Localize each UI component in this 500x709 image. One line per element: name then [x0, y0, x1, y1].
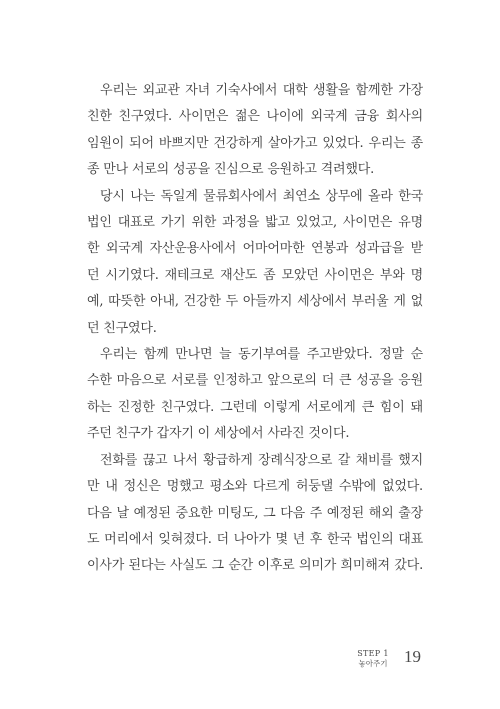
text-line: 임원이 되어 바쁘지만 건강하게 살아가고 있었다. 우리는 종: [87, 135, 423, 151]
page-footer: [348, 648, 432, 676]
text-line: 친한 친구였다. 사이먼은 젊은 나이에 외국계 금융 회사의: [87, 109, 423, 125]
text-line: 만 내 정신은 멍했고 평소와 다르게 허둥댈 수밖에 없었다.: [87, 479, 423, 495]
text-line: 주던 친구가 갑자기 이 세상에서 사라진 것이다.: [87, 426, 350, 442]
text-line: 예, 따뜻한 아내, 건강한 두 아들까지 세상에서 부러울 게 없: [87, 294, 423, 310]
step-label: STEP 1: [357, 649, 389, 658]
text-line: 던 시기였다. 재테크로 재산도 좀 모았던 사이먼은 부와 명: [87, 267, 423, 283]
text-line: 수한 마음으로 서로를 인정하고 앞으로의 더 큰 성공을 응원: [87, 373, 423, 389]
body-text: [87, 78, 423, 580]
paragraph-1: [87, 78, 423, 184]
text-line: 던 친구였다.: [87, 320, 157, 336]
text-line: 도 머리에서 잊혀졌다. 더 나아가 몇 년 후 한국 법인의 대표: [87, 531, 423, 547]
text-line: 다음 날 예정된 중요한 미팅도, 그 다음 주 예정된 해외 출장: [87, 505, 423, 521]
text-line: 이사가 된다는 사실도 그 순간 이후로 의미가 희미해져 갔다.: [87, 558, 423, 574]
text-line: 당시 나는 독일계 물류회사에서 최연소 상무에 올라 한국: [100, 188, 423, 204]
paragraph-3: [87, 342, 423, 448]
text-line: 한 외국계 자산운용사에서 어마어마한 연봉과 성과급을 받: [87, 241, 423, 257]
text-line: 우리는 함께 만나면 늘 동기부여를 주고받았다. 정말 순: [100, 347, 423, 363]
text-line: 우리는 외교관 자녀 기숙사에서 대학 생활을 함께한 가장: [100, 83, 423, 98]
step-subtitle: 놓아주기: [358, 659, 388, 668]
text-line: 전화를 끊고 나서 황급하게 장례식장으로 갈 채비를 했지: [100, 452, 423, 468]
paragraph-4: [87, 448, 423, 580]
text-line: 종 만나 서로의 성공을 진심으로 응원하고 격려했다.: [87, 162, 375, 178]
paragraph-2: [87, 184, 423, 342]
page-number: 19: [404, 647, 421, 666]
text-line: 법인 대표로 가기 위한 과정을 밟고 있었고, 사이먼은 유명: [87, 215, 423, 231]
text-line: 하는 진정한 친구였다. 그런데 이렇게 서로에게 큰 힘이 돼: [87, 399, 423, 415]
